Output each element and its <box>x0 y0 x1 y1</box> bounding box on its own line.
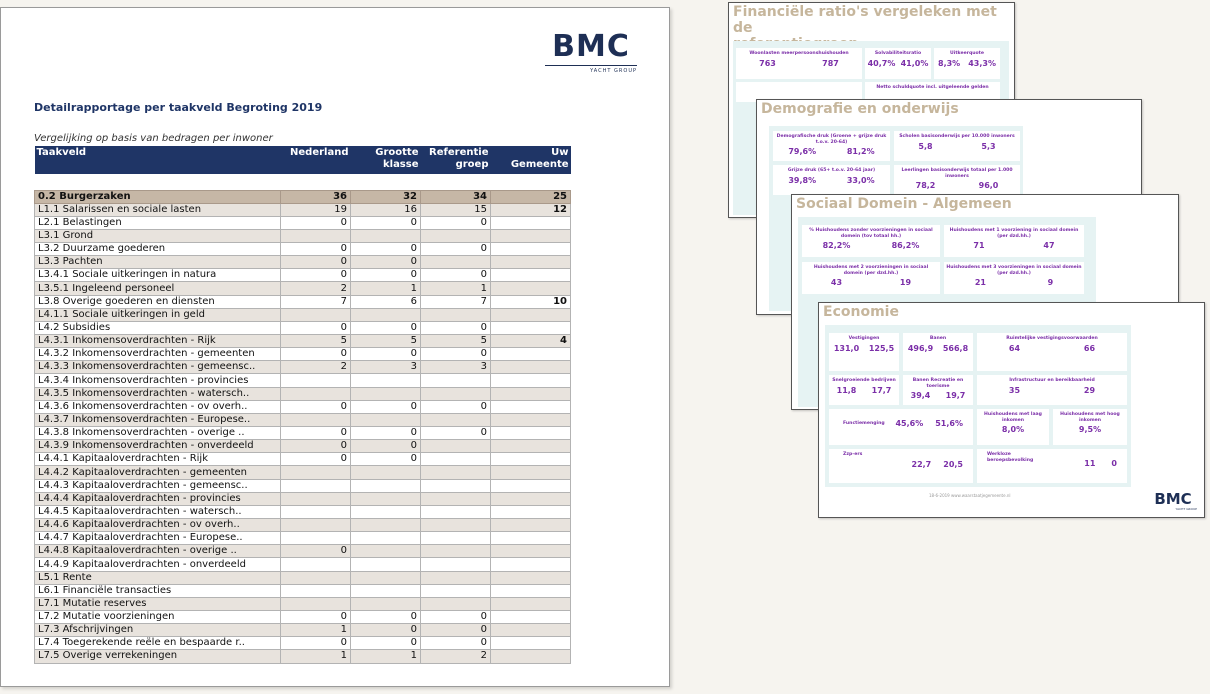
card: Huishoudens met hoog inkomen 9,5% <box>1053 409 1127 445</box>
table-row <box>35 479 571 492</box>
row-value <box>491 505 571 518</box>
row-value: 16 <box>351 203 421 216</box>
row-label: L4.3.3 Inkomensoverdrachten - gemeensc.. <box>35 361 281 374</box>
row-value <box>491 243 571 256</box>
table-row <box>35 361 571 374</box>
row-value <box>281 558 351 571</box>
row-value <box>351 413 421 426</box>
table-row <box>35 597 571 610</box>
card: Zzp-ers 22,7 20,5 <box>829 449 973 483</box>
table-row <box>35 505 571 518</box>
card: Ruimtelijke vestigingsvoorwaarden 64 66 <box>977 333 1127 371</box>
row-value: 2 <box>281 282 351 295</box>
row-value: 0 <box>351 400 421 413</box>
row-value <box>491 492 571 505</box>
row-value: 0 <box>281 440 351 453</box>
row-value: 1 <box>351 282 421 295</box>
row-value <box>351 558 421 571</box>
table-row <box>35 400 571 413</box>
row-label: L4.4.3 Kapitaaloverdrachten - gemeensc.. <box>35 479 281 492</box>
table-row <box>35 335 571 348</box>
table-row <box>35 216 571 229</box>
row-value: 7 <box>421 295 491 308</box>
row-value <box>281 492 351 505</box>
row-label: L4.4.2 Kapitaaloverdrachten - gemeenten <box>35 466 281 479</box>
row-label: L4.4.9 Kapitaaloverdrachten - onverdeeld <box>35 558 281 571</box>
row-value: 0 <box>421 611 491 624</box>
table-row <box>35 308 571 321</box>
row-value <box>421 229 491 242</box>
row-value: 0 <box>281 269 351 282</box>
column-header-grootte-klasse: Grootte klasse <box>351 146 421 174</box>
row-value: 0 <box>351 216 421 229</box>
row-value: 0 <box>281 243 351 256</box>
row-value: 19 <box>281 203 351 216</box>
card: Huishoudens met 3 voorzieningen in sociaal domein (per dzd.hh.) 21 9 <box>944 262 1084 294</box>
table-row <box>35 532 571 545</box>
row-value <box>491 321 571 334</box>
row-value <box>281 229 351 242</box>
card: Huishoudens met laag inkomen 8,0% <box>977 409 1049 445</box>
row-value: 0 <box>421 269 491 282</box>
row-value <box>491 597 571 610</box>
row-value <box>491 571 571 584</box>
row-value: 0 <box>281 400 351 413</box>
group-row <box>35 190 571 203</box>
table-header-row <box>35 146 571 174</box>
row-value <box>281 479 351 492</box>
row-value: 0 <box>421 348 491 361</box>
card: Vestigingen 131,0 125,5 <box>829 333 899 371</box>
row-label: L1.1 Salarissen en sociale lasten <box>35 203 281 216</box>
table-row <box>35 387 571 400</box>
column-header-referentie-groep: Referentie groep <box>421 146 491 174</box>
card: Banen 496,9 566,8 <box>903 333 973 371</box>
row-label: L3.2 Duurzame goederen <box>35 243 281 256</box>
row-value <box>491 361 571 374</box>
row-value: 0 <box>351 243 421 256</box>
row-label: L4.3.8 Inkomensoverdrachten - overige .. <box>35 427 281 440</box>
row-value <box>491 558 571 571</box>
row-value <box>491 545 571 558</box>
row-value: 1 <box>281 650 351 663</box>
row-label: L4.3.7 Inkomensoverdrachten - Europese.. <box>35 413 281 426</box>
card: Snelgroeiende bedrijven 11,8 17,7 <box>829 375 899 405</box>
row-value: 0 <box>351 427 421 440</box>
row-value <box>281 597 351 610</box>
row-label: L4.3.9 Inkomensoverdrachten - onverdeeld <box>35 440 281 453</box>
table-row <box>35 650 571 663</box>
row-value: 0 <box>351 624 421 637</box>
row-value: 0 <box>351 440 421 453</box>
row-value <box>491 400 571 413</box>
row-value <box>491 374 571 387</box>
row-value: 0 <box>281 427 351 440</box>
row-value <box>421 519 491 532</box>
row-value: 0 <box>281 348 351 361</box>
row-value: 4 <box>491 335 571 348</box>
row-label: L7.5 Overige verrekeningen <box>35 650 281 663</box>
row-label: L7.2 Mutatie voorzieningen <box>35 611 281 624</box>
row-value: 0 <box>281 256 351 269</box>
slide-title: Financiële ratio's vergeleken met de <box>733 4 997 36</box>
row-value <box>421 492 491 505</box>
row-value <box>491 269 571 282</box>
row-value: 0 <box>281 637 351 650</box>
detail-table <box>34 146 571 664</box>
row-value <box>491 637 571 650</box>
row-value: 0 <box>281 453 351 466</box>
row-value <box>351 492 421 505</box>
row-value: 0 <box>281 611 351 624</box>
row-value <box>421 558 491 571</box>
card: Scholen basisonderwijs per 10.000 inwoners 5,8 5,3 <box>894 131 1020 161</box>
row-value: 3 <box>421 361 491 374</box>
row-value: 0 <box>351 321 421 334</box>
row-value <box>491 308 571 321</box>
row-value <box>421 466 491 479</box>
row-value <box>421 597 491 610</box>
row-value: 0 <box>351 453 421 466</box>
row-value: 3 <box>351 361 421 374</box>
row-value: 1 <box>421 282 491 295</box>
table-row <box>35 243 571 256</box>
table-row <box>35 466 571 479</box>
row-value <box>351 229 421 242</box>
row-label: L4.4.5 Kapitaaloverdrachten - watersch.. <box>35 505 281 518</box>
row-value <box>351 584 421 597</box>
row-value <box>491 624 571 637</box>
table-row <box>35 571 571 584</box>
row-value <box>281 374 351 387</box>
row-value: 12 <box>491 203 571 216</box>
row-value <box>351 466 421 479</box>
row-label: L3.4.1 Sociale uitkeringen in natura <box>35 269 281 282</box>
row-value <box>351 519 421 532</box>
row-value <box>491 453 571 466</box>
bmc-logo: BMC YACHT GROUP <box>541 30 641 74</box>
row-value: 5 <box>421 335 491 348</box>
row-value <box>491 466 571 479</box>
row-value: 0 <box>421 427 491 440</box>
row-label: L4.4.8 Kapitaaloverdrachten - overige .. <box>35 545 281 558</box>
table-row <box>35 203 571 216</box>
row-value: 0 <box>421 243 491 256</box>
row-value: 2 <box>281 361 351 374</box>
row-value <box>421 584 491 597</box>
row-label: L4.3.6 Inkomensoverdrachten - ov overh.. <box>35 400 281 413</box>
row-label: L4.2 Subsidies <box>35 321 281 334</box>
table-row <box>35 295 571 308</box>
report-title: Detailrapportage per taakveld Begroting 2019 <box>34 101 323 114</box>
row-value <box>491 650 571 663</box>
row-value: 0 <box>351 269 421 282</box>
row-value <box>421 532 491 545</box>
row-label: L7.3 Afschrijvingen <box>35 624 281 637</box>
slide-footer: 18-6-2019 www.waarstaatjegemeente.nl <box>929 493 1011 498</box>
table-row <box>35 269 571 282</box>
row-label: L4.3.5 Inkomensoverdrachten - watersch.. <box>35 387 281 400</box>
table-row <box>35 321 571 334</box>
row-value <box>281 571 351 584</box>
row-label: L4.3.1 Inkomensoverdrachten - Rijk <box>35 335 281 348</box>
row-value <box>421 545 491 558</box>
row-label: L6.1 Financiële transacties <box>35 584 281 597</box>
group-value: 32 <box>351 190 421 203</box>
row-value <box>351 597 421 610</box>
row-value: 0 <box>351 637 421 650</box>
row-value <box>491 611 571 624</box>
table-row <box>35 492 571 505</box>
row-value <box>351 505 421 518</box>
slide-title: Sociaal Domein - Algemeen <box>796 196 1012 212</box>
card: Banen Recreatie en toerisme 39,4 19,7 <box>903 375 973 405</box>
column-header-taakveld: Taakveld <box>35 146 281 174</box>
row-label: L4.3.4 Inkomensoverdrachten - provincies <box>35 374 281 387</box>
row-value: 7 <box>281 295 351 308</box>
row-value: 0 <box>421 400 491 413</box>
row-value: 10 <box>491 295 571 308</box>
table-row <box>35 611 571 624</box>
row-label: L4.1.1 Sociale uitkeringen in geld <box>35 308 281 321</box>
row-value <box>281 505 351 518</box>
table-row <box>35 440 571 453</box>
row-value: 0 <box>281 216 351 229</box>
row-value: 6 <box>351 295 421 308</box>
row-value <box>491 427 571 440</box>
column-header-nederland: Nederland <box>281 146 351 174</box>
row-value <box>421 440 491 453</box>
slide-title: Demografie en onderwijs <box>761 101 959 117</box>
row-value: 0 <box>351 611 421 624</box>
report-page <box>0 7 670 687</box>
card: Grijze druk (65+ t.o.v. 20-64 jaar) 39,8% 33,0% <box>773 165 890 195</box>
group-value: 25 <box>491 190 571 203</box>
table-row <box>35 545 571 558</box>
slide-title: Economie <box>823 304 899 320</box>
table-row <box>35 282 571 295</box>
row-value: 0 <box>421 624 491 637</box>
row-label: L4.3.2 Inkomensoverdrachten - gemeenten <box>35 348 281 361</box>
row-value: 2 <box>421 650 491 663</box>
row-value: 0 <box>281 545 351 558</box>
group-label: 0.2 Burgerzaken <box>35 190 281 203</box>
card: Netto schuldquote incl. uitgeleende gelden <box>865 82 1000 102</box>
row-value <box>421 374 491 387</box>
row-value <box>491 282 571 295</box>
card: Leerlingen basisonderwijs totaal per 1.000 inwoners 78,2 96,0 <box>894 165 1020 195</box>
group-value: 34 <box>421 190 491 203</box>
row-value <box>351 545 421 558</box>
row-value <box>421 256 491 269</box>
row-label: L2.1 Belastingen <box>35 216 281 229</box>
slide-economie <box>818 302 1205 518</box>
card: Huishoudens met 2 voorzieningen in sociaal domein (per dzd.hh.) 43 19 <box>802 262 940 294</box>
report-subtitle: Vergelijking op basis van bedragen per inwoner <box>34 133 273 144</box>
row-value <box>491 256 571 269</box>
table-row <box>35 637 571 650</box>
row-value <box>491 584 571 597</box>
row-value: 15 <box>421 203 491 216</box>
row-value <box>491 348 571 361</box>
table-row <box>35 374 571 387</box>
card: Infrastructuur en bereikbaarheid 35 29 <box>977 375 1127 405</box>
row-value <box>281 387 351 400</box>
row-value <box>281 584 351 597</box>
card: Werkloze beroepsbevolking 11 0 <box>977 449 1127 483</box>
row-value <box>491 413 571 426</box>
row-value <box>491 216 571 229</box>
row-value <box>421 505 491 518</box>
row-value: 0 <box>351 348 421 361</box>
row-label: L4.4.4 Kapitaaloverdrachten - provincies <box>35 492 281 505</box>
card: % Huishoudens zonder voorzieningen in sociaal domein (tov totaal hh.) 82,2% 86,2% <box>802 225 940 257</box>
card: Demografische druk (Groene + grijze druk t.o.v. 20-64) 79,6% 81,2% <box>773 131 890 161</box>
row-value <box>491 387 571 400</box>
table-row <box>35 427 571 440</box>
row-value <box>351 571 421 584</box>
row-value <box>421 571 491 584</box>
column-header-uw-gemeente: Uw Gemeente <box>491 146 571 174</box>
table-row <box>35 256 571 269</box>
row-value: 1 <box>281 624 351 637</box>
row-value <box>491 440 571 453</box>
row-value <box>281 413 351 426</box>
row-label: L7.4 Toegerekende reële en bespaarde r.. <box>35 637 281 650</box>
row-value: 0 <box>421 321 491 334</box>
table-row <box>35 584 571 597</box>
row-value: 5 <box>281 335 351 348</box>
row-value: 0 <box>351 256 421 269</box>
row-value <box>421 413 491 426</box>
table-row <box>35 624 571 637</box>
table-row <box>35 348 571 361</box>
card: Uitkeerquote 8,3% 43,3% <box>934 48 1000 79</box>
row-value <box>421 453 491 466</box>
row-label: L3.3 Pachten <box>35 256 281 269</box>
table-row <box>35 413 571 426</box>
card: Solvabiliteitsratio 40,7% 41,0% <box>865 48 931 79</box>
table-row <box>35 519 571 532</box>
row-label: L3.1 Grond <box>35 229 281 242</box>
group-value: 36 <box>281 190 351 203</box>
row-label: L5.1 Rente <box>35 571 281 584</box>
row-value: 0 <box>421 637 491 650</box>
row-label: L4.4.7 Kapitaaloverdrachten - Europese.. <box>35 532 281 545</box>
card: Functiemenging 45,6% 51,6% <box>829 409 973 445</box>
card: Woonlasten meerpersoonshuishouden 763 787 <box>736 48 862 79</box>
row-value <box>351 479 421 492</box>
row-value <box>421 387 491 400</box>
row-value <box>281 466 351 479</box>
row-value: 5 <box>351 335 421 348</box>
row-label: L7.1 Mutatie reserves <box>35 597 281 610</box>
table-row <box>35 558 571 571</box>
row-value <box>491 229 571 242</box>
row-value <box>351 308 421 321</box>
card: Huishoudens met 1 voorziening in sociaal domein (per dzd.hh.) 71 47 <box>944 225 1084 257</box>
row-value: 1 <box>351 650 421 663</box>
row-value <box>421 479 491 492</box>
row-value <box>421 308 491 321</box>
row-label: L3.8 Overige goederen en diensten <box>35 295 281 308</box>
table-row <box>35 229 571 242</box>
row-value <box>351 532 421 545</box>
row-value: 0 <box>421 216 491 229</box>
table-row <box>35 453 571 466</box>
row-value <box>491 519 571 532</box>
row-label: L4.4.1 Kapitaaloverdrachten - Rijk <box>35 453 281 466</box>
row-value <box>281 532 351 545</box>
row-value <box>491 479 571 492</box>
bmc-logo: BMC YACHT GROUP <box>1154 490 1197 511</box>
row-value <box>351 387 421 400</box>
row-value <box>351 374 421 387</box>
row-value: 0 <box>281 321 351 334</box>
row-value <box>491 532 571 545</box>
row-value <box>281 519 351 532</box>
row-label: L4.4.6 Kapitaaloverdrachten - ov overh.. <box>35 519 281 532</box>
row-label: L3.5.1 Ingeleend personeel <box>35 282 281 295</box>
row-value <box>281 308 351 321</box>
